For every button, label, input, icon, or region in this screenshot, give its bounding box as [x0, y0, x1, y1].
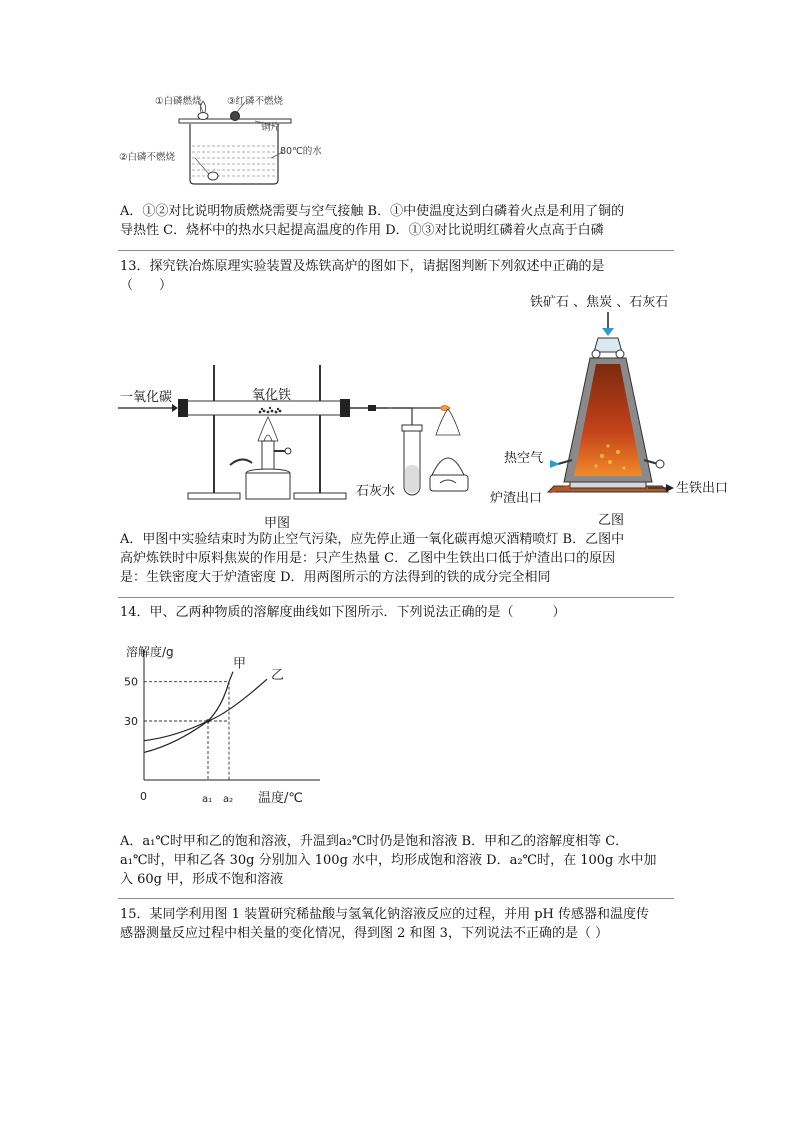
q15-stem-line-2: 感器测量反应过程中相关量的变化情况，得到图 2 和图 3，下列说法不正确的是（ ）	[120, 926, 609, 941]
label-red-phosphorus: ③红磷不燃烧	[227, 96, 284, 107]
label-hot-water: 80℃的水	[280, 146, 322, 157]
divider	[118, 250, 674, 251]
label-carbon-monoxide: 一氧化碳	[120, 390, 173, 405]
q13-options-line-3: 是：生铁密度大于炉渣密度 D．用两图所示的方法得到的铁的成分完全相同	[120, 570, 551, 585]
y-tick-label: 30	[124, 715, 138, 728]
label-slag-outlet: 炉渣出口	[490, 491, 543, 506]
y-tick-label: 50	[124, 675, 138, 689]
q12-options-line-1: A．①②对比说明物质燃烧需要与空气接触 B．①中使温度达到白磷着火点是利用了铜的	[120, 204, 625, 219]
label-hot-air: 热空气	[504, 451, 544, 466]
y-axis-label: 溶解度/g	[126, 645, 174, 659]
origin-label: 0	[140, 790, 147, 803]
iron-reduction-apparatus	[118, 355, 478, 530]
q14-options-line-1: A．a₁℃时甲和乙的饱和溶液，升温到a₂℃时仍是饱和溶液 B．甲和乙的溶解度相等 C．	[120, 834, 629, 849]
divider	[118, 898, 674, 899]
label-pig-iron-outlet: 生铁出口	[676, 481, 729, 496]
label-copper-sheet: 铜片	[261, 122, 281, 133]
x-tick-label: a₁	[202, 794, 213, 805]
label-iron-oxide: 氧化铁	[252, 388, 292, 403]
q13-stem-line-1: 13．探究铁冶炼原理实验装置及炼铁高炉的图如下，请据图判断下列叙述中正确的是	[120, 259, 605, 274]
legend-yi: 乙	[271, 668, 285, 684]
label-limewater: 石灰水	[356, 484, 396, 499]
q14-options-line-3: 入 60g 甲，形成不饱和溶液	[120, 872, 284, 887]
x-axis-label: 温度/℃	[258, 791, 303, 806]
legend-jia: 甲	[233, 656, 247, 672]
x-tick-label: a₂	[223, 794, 234, 805]
q13-options-line-2: 高炉炼铁时中原料焦炭的作用是：只产生热量 C．乙图中生铁出口低于炉渣出口的原因	[120, 551, 616, 566]
intersection-point	[206, 719, 210, 723]
series-yi-line	[144, 679, 267, 752]
combustion-figure	[115, 88, 322, 188]
q12-options-line-2: 导热性 C．烧杯中的热水只起提高温度的作用 D．①③对比说明红磷着火点高于白磷	[120, 223, 604, 238]
label-furnace-inputs: 铁矿石 、焦炭 、石灰石	[530, 295, 669, 310]
q13-stem-line-2: （ ）	[120, 278, 173, 293]
q14-options-line-2: a₁℃时，甲和乙各 30g 分别加入 100g 水中，均形成饱和溶液 D．a₂℃时，在 100g 水中加	[120, 853, 657, 868]
blast-furnace-figure	[490, 292, 730, 528]
q13-options-line-1: A．甲图中实验结束时为防止空气污染，应先停止通一氧化碳再熄灭酒精喷灯 B．乙图中	[120, 532, 625, 547]
label-figure-jia: 甲图	[264, 516, 291, 531]
label-white-phosphorus-water: ②白磷不燃烧	[119, 152, 176, 163]
solubility-chart	[110, 640, 340, 815]
q14-stem: 14．甲、乙两种物质的溶解度曲线如下图所示．下列说法正确的是（ ）	[120, 605, 566, 620]
divider	[118, 597, 674, 598]
q15-stem-line-1: 15．某同学利用图 1 装置研究稀盐酸与氢氧化钠溶液反应的过程，并用 pH 传感器和温度传	[120, 907, 650, 922]
label-figure-yi: 乙图	[598, 513, 625, 528]
label-white-phosphorus-burning: ①白磷燃烧	[155, 96, 202, 107]
